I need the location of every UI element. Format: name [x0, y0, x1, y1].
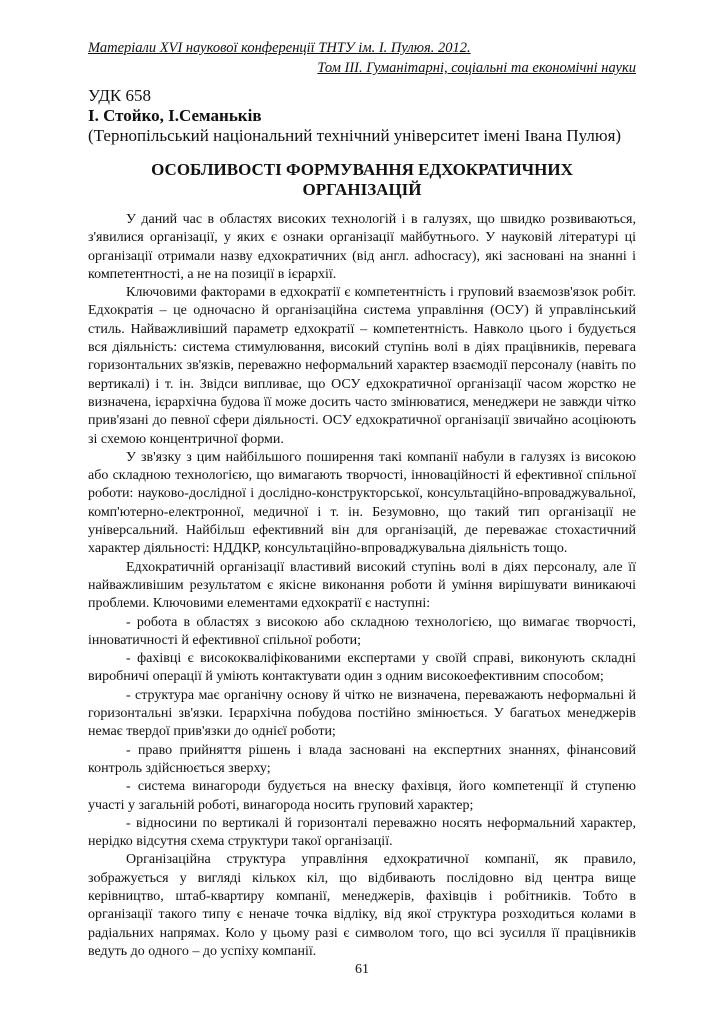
list-item: - робота в областях з високою або складною технологією, що вимагає творчості, інноватичності й ефективної спільної роботи; [88, 614, 636, 648]
paragraph: У зв'язку з цим найбільшого поширення такі компанії набули в галузях із високою або складною технологією, що вимагають творчості, інноваційності й ефективної спільної роботи: науково-дослідної і дослідно-конструкторської, консультаційно-впроваджувальної, комп'ютерно-електронної, медичної і т. ін. Безумовно, що такий тип організації не універсальний. Найбільш ефективний він для організацій, де переважає стохастичний характер діяльності: НДДКР, консультаційно-впроваджувальна діяльність тощо. [88, 449, 636, 557]
article-title [88, 160, 636, 200]
list-item: - фахівці є висококваліфікованими експертами у своїй справі, виконують складні виробничі операції й уміють контактувати один з одним високоефективним способом; [88, 651, 636, 685]
list-item: - право прийняття рішень і влада засновані на експертних знаннях, фінансовий контроль здійснюється зверху; [88, 742, 636, 776]
authors: І. Стойко, І.Семаньків [88, 106, 262, 125]
page-number: 61 [355, 962, 369, 977]
list-item: - структура має органічну основу й чітко не визначена, переважають неформальні й горизонтальні зв'язки. Ієрархічна побудова постійно змінюється. У багатьох менеджерів немає твердої прив'язки до однієї роботи; [88, 687, 636, 740]
article-title-line-1: ОСОБЛИВОСТІ ФОРМУВАННЯ ЕДХОКРАТИЧНИХ [151, 160, 573, 179]
paragraph: Ключовими факторами в едхократії є компетентність і груповий взаємозв'язок робіт. Едхократія – це одночасно й організаційна система управління (ОСУ) й управлінський стиль. Найважливіший параметр едхократії – компетентність. Навколо цього і будується вся діяльність: система стимулювання, високий ступінь волі в діях працівників, перевага горизонтальних зв'язків, переважно неформальний характер взаємодії персоналу (навіть по вертикалі) і т. ін. Звідси випливає, що ОСУ едхократичної організації часом жорстко не визначена, ієрархічна будова її може досить часто змінюватися, менеджери не завжди чітко прив'язані до певної сфери діяльності. ОСУ едхократичної організації звичайно асоціюють зі схемою концентричної форми. [88, 285, 636, 447]
article-title-line-2: ОРГАНІЗАЦІЙ [302, 180, 422, 199]
list-item: - відносини по вертикалі й горизонталі переважно носять неформальний характер, нерідко відсутня схема структури такої організації. [88, 815, 636, 850]
list-item: - система винагороди будується на внеску фахівця, його компетенції й ступеню участі у загальній роботі, винагорода носить груповий характер; [88, 779, 636, 813]
paragraph: Організаційна структура управління едхократичної компанії, як правило, зображується у вигляді кількох кіл, що відбивають послідовно від центра вище керівництво, штаб-квартиру компанії, менеджерів, фахівців і робітників. Тобто в організації такого типу є неначе точка відліку, від якої структура розходиться колами в радіальних напрямах. Коло у цьому разі є символом того, що всі зусилля її працівників ведуть до одного – до успіху компанії. [88, 852, 636, 959]
affiliation: (Тернопільський національний технічний університет імені Івана Пулюя) [88, 126, 622, 145]
udk-code: УДК 658 [88, 86, 152, 105]
article-body [88, 211, 636, 961]
paragraph: Едхократичній організації властивий високий ступінь волі в діях персоналу, але її найважливішим результатом є якісне виконання роботи й уміння вирішувати виникаючі проблеми. Ключовими елементами едхократії є наступні: [88, 559, 636, 612]
running-header-volume: Том ІІІ. Гуманітарні, соціальні та економічні науки [317, 60, 636, 76]
running-header-conference: Матеріали XVI наукової конференції ТНТУ ім. І. Пулюя. 2012. [88, 40, 471, 56]
paragraph: У даний час в областях високих технологій і в галузях, що швидко розвиваються, з'явилися організації, у яких є ознаки організації майбутнього. У науковій літературі ці організації отримали назву едхократичних (від англ. adhocracy), які засновані на знанні і компетентності, а не на позиції в ієрархії. [88, 212, 636, 282]
